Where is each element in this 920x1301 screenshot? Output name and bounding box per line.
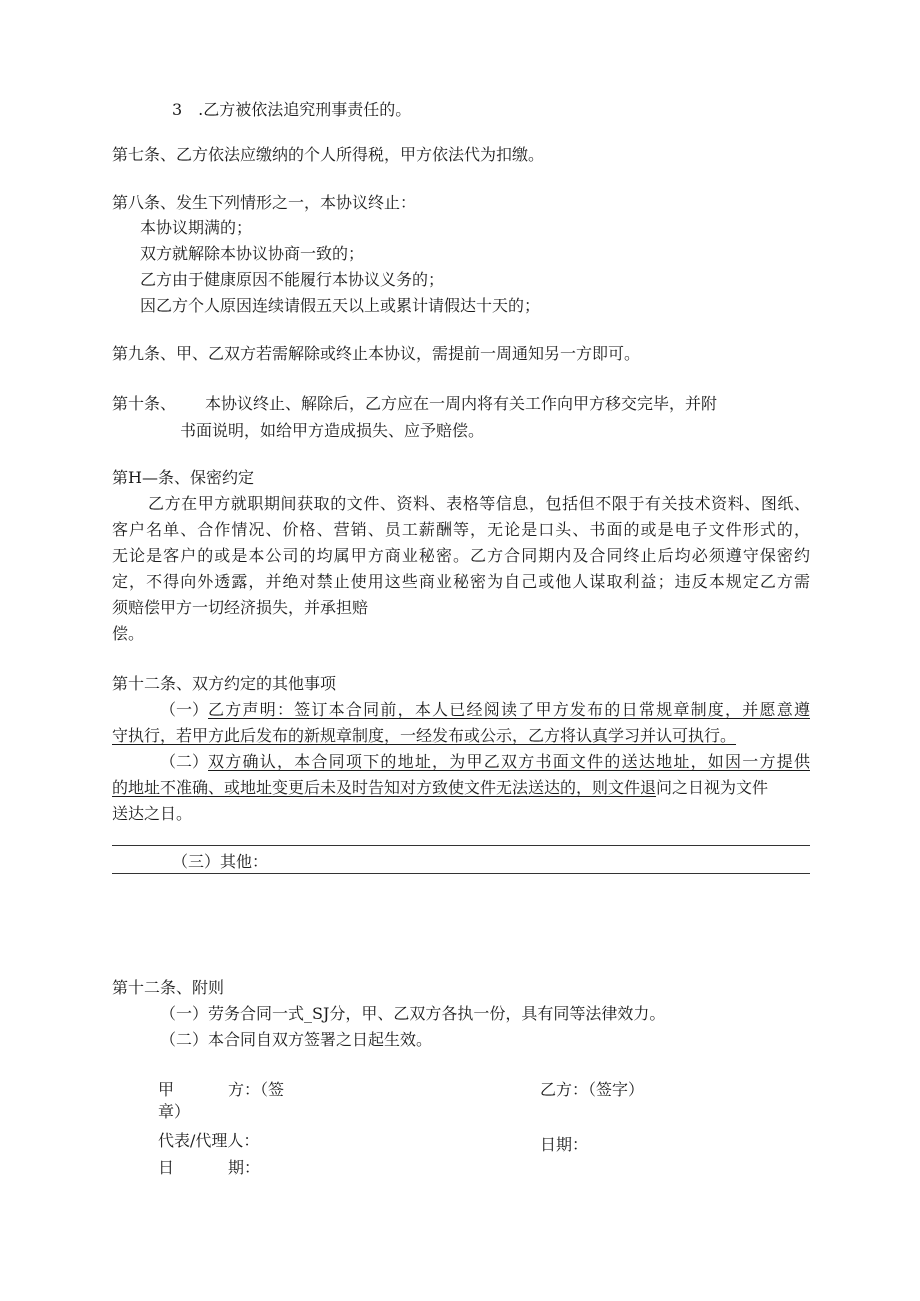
article7-text: 第七条、乙方依法应缴纳的个人所得税，甲方依法代为扣缴。 [112,145,545,164]
article8-item-1: 本协议期满的； [140,218,253,237]
article12-item3: （三）其他： [172,852,269,871]
article11-line-5: 须赔偿甲方一切经济损失，并承担赔 [112,598,369,617]
party-b-date-label: 日期： [540,1135,589,1154]
party-a-jia: 甲 [158,1080,175,1099]
article12-item1-line2: 守执行，若甲方此后发布的新规章制度，一经发布或公示，乙方将认真学习并认可执行。 [112,726,737,745]
article11-heading: 第H—条、保密约定 [112,468,254,487]
party-a-seal-label: 章） [158,1102,191,1121]
article10-label: 第十条、 [112,394,177,413]
party-a-date-label: 期： [228,1158,261,1177]
article10-line1: 本协议终止、解除后，乙方应在一周内将有关工作向甲方移交完毕，并附 [205,394,718,413]
article12-item2-line2-plain: 问之日视为文件 [656,778,769,797]
article12-heading: 第十二条、双方约定的其他事项 [112,674,337,693]
article11-line-6: 偿。 [112,624,145,643]
article8-item-4: 因乙方个人原因连续请假五天以上或累计请假达十天的； [140,296,541,315]
agent-label: 代表/代理人： [158,1131,260,1150]
article12-item2-prefix: （二） [160,752,209,771]
party-a-signature-label: 方：（签 [228,1080,285,1099]
party-a-date-ri: 日 [158,1158,175,1177]
article10-line2: 书面说明，如给甲方造成损失、应予赔偿。 [180,421,485,440]
article12-item2-line3: 送达之日。 [112,804,193,823]
article13-item1: （一）劳务合同一式_SJ分，甲、乙双方各执一份，具有同等法律效力。 [160,1004,666,1023]
article8-item-2: 双方就解除本协议协商一致的； [140,244,365,263]
article11-line-1: 乙方在甲方就职期间获取的文件、资料、表格等信息，包括但不限于有关技术资料、图纸、 [148,494,810,513]
party-b-signature-label: 乙方：（签字） [540,1080,645,1099]
article13-heading: 第十二条、附则 [112,978,225,997]
article11-line-4: 定，不得向外透露，并绝对禁止使用这些商业秘密为自己或他人谋取利益；违反本规定乙方需 [112,572,810,591]
article9-text: 第九条、甲、乙双方若需解除或终止本协议，需提前一周通知另一方即可。 [112,344,641,363]
article12-item1-prefix: （一） [160,700,209,719]
article11-line-2: 客户名单、合作情况、价格、营销、员工薪酬等，无论是口头、书面的或是电子文件形式的， [112,520,810,539]
article12-item2-line2-underlined: 的地址不准确、或地址变更后未及时告知对方致使文件无法送达的，则文件退 [112,778,657,797]
article6-item3: 3 .乙方被依法追究刑事责任的。 [172,100,412,119]
rule-top [112,845,810,846]
article12-item1-line1: 乙方声明：签订本合同前，本人已经阅读了甲方发布的日常规章制度，并愿意遵 [208,700,810,719]
article12-item2-line2 [112,778,768,798]
rule-bottom [112,873,810,874]
article8-item-3: 乙方由于健康原因不能履行本协议义务的； [140,270,445,289]
article8-heading: 第八条、发生下列情形之一，本协议终止： [112,193,417,212]
article12-item2-line1: 双方确认，本合同项下的地址，为甲乙双方书面文件的送达地址，如因一方提供 [208,752,810,771]
article11-line-3: 无论是客户的或是本公司的均属甲方商业秘密。乙方合同期内及合同终止后均必须遵守保密约 [112,546,810,565]
article13-item2: （二）本合同自双方签署之日起生效。 [160,1030,433,1049]
